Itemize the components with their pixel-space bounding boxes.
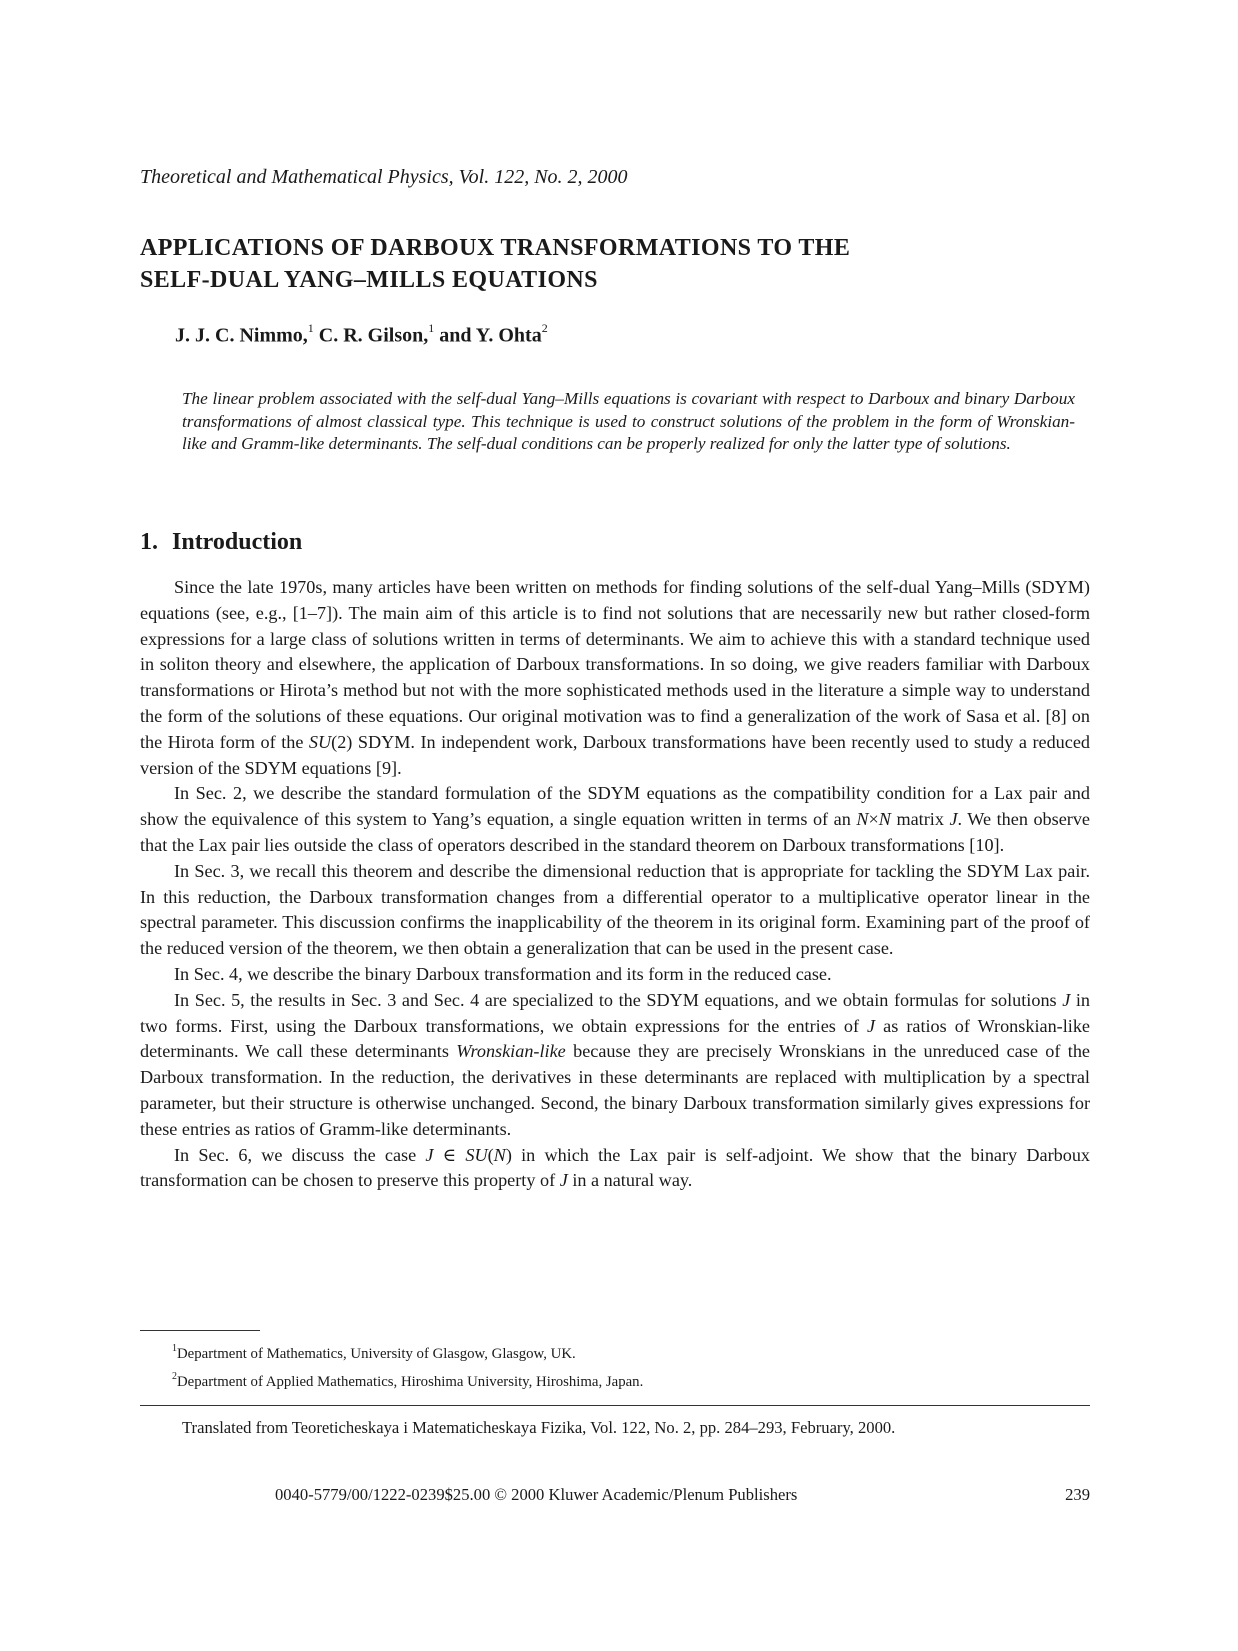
- author-list: [175, 318, 1075, 348]
- paragraph-6: [140, 1143, 1090, 1195]
- math-symbol: J: [559, 1170, 568, 1191]
- footnote-text: Department of Mathematics, University of Glasgow, Glasgow, UK.: [177, 1345, 576, 1362]
- math-symbol: N: [856, 809, 869, 830]
- text-run: ) in which the Lax pair is self-adjoint. We show that the binary Darboux transformation can be chosen to preserve this property of: [140, 1144, 1091, 1191]
- text-run: in a natural way.: [567, 1170, 693, 1191]
- text-run: Since the late 1970s, many articles have been written on methods for finding solutions of the self-dual Yang–Mills (SDYM) equations (see, e.g., [1–7]). The main aim of this article is to find not solutions that are necessarily new but rather closed-form expressions for a large class of solutions written in terms of determinants. We aim to achieve this with a standard technique used in soliton theory and elsewhere, the application of Darboux transformations. In so doing, we give readers familiar with Darboux transformations or Hirota’s method but not with the more sophisticated methods used in the literature a simple way to understand the form of the solutions of these equations. Our original motivation was to find a generalization of the work of Sasa et al. [8] on the Hirota form of the: [140, 577, 1090, 752]
- paragraph-2: [140, 781, 1090, 858]
- footnote-1: [172, 1338, 1072, 1366]
- math-symbol: J: [867, 1015, 876, 1036]
- paragraph-4: In Sec. 4, we describe the binary Darboux transformation and its form in the reduced case.: [174, 963, 832, 984]
- text-run: matrix: [890, 809, 950, 830]
- text-run: In Sec. 2, we describe the standard formulation of the SDYM equations as the compatibility condition for a Lax pair and show the equivalence of this system to Yang’s equation, a single equation written in terms of an: [140, 783, 1090, 830]
- math-symbol: J: [1062, 989, 1071, 1010]
- page-number: 239: [1065, 1485, 1090, 1504]
- text-run: In Sec. 6, we discuss the case: [174, 1144, 426, 1165]
- author-conjunction: and: [439, 324, 472, 347]
- translation-note: Translated from Teoreticheskaya i Matematicheskaya Fizika, Vol. 122, No. 2, pp. 284–293, February, 2000.: [182, 1418, 896, 1437]
- section-number: 1.: [140, 529, 158, 555]
- abstract: The linear problem associated with the self-dual Yang–Mills equations is covariant with respect to Darboux and binary Darboux transformations of almost classical type. This technique is used to construct solutions of the problem in the form of Wronskian-like and Gramm-like determinants. The self-dual conditions can be properly realized for only the latter type of solutions.: [182, 389, 1075, 454]
- affiliation-mark: 1: [307, 321, 314, 335]
- paragraph-5: [140, 988, 1090, 1143]
- emphasized-term: Wronskian-like: [456, 1041, 566, 1062]
- math-symbol: SU: [308, 731, 332, 752]
- math-symbol: ∈: [433, 1144, 466, 1165]
- author-gilson: C. R. Gilson,: [318, 324, 429, 347]
- author-nimmo: J. J. C. Nimmo,: [175, 324, 308, 347]
- math-symbol: J: [425, 1144, 434, 1165]
- math-symbol: ×: [868, 809, 879, 830]
- body-text: [140, 575, 1090, 1194]
- paper-title: [140, 232, 1090, 296]
- footnote-mark: 2: [172, 1370, 177, 1382]
- text-run: In Sec. 5, the results in Sec. 3 and Sec. 4 are specialized to the SDYM equations, and we obtain formulas for solutions: [174, 989, 1063, 1010]
- footnotes: [172, 1338, 1072, 1394]
- affiliation-mark: 1: [428, 321, 435, 335]
- text-run: (2) SDYM. In independent work, Darboux transformations have been recently used to study a reduced version of the SDYM equations [9].: [140, 731, 1090, 778]
- copyright-line: 0040-5779/00/1222-0239$25.00 © 2000 Kluwer Academic/Plenum Publishers: [275, 1485, 798, 1504]
- math-symbol: N: [493, 1144, 506, 1165]
- text-run: because they are precisely Wronskians in the unreduced case of the Darboux transformation. In the reduction, the derivatives in these determinants are replaced with multiplication by a spectral parameter, but their structure is otherwise unchanged. Second, the binary Darboux transformation similarly gives expressions for these entries as ratios of Gramm-like determinants.: [140, 1041, 1090, 1139]
- author-ohta: Y. Ohta: [475, 324, 542, 347]
- paragraph-1: [140, 575, 1090, 781]
- text-run: as ratios of Wronskian-like determinants. We call these determinants: [140, 1015, 1090, 1062]
- footnote-2: [172, 1366, 1072, 1394]
- text-run: (: [487, 1144, 494, 1165]
- journal-citation: Theoretical and Mathematical Physics, Vol. 122, No. 2, 2000: [140, 166, 628, 188]
- footnote-mark: 1: [172, 1343, 177, 1354]
- section-title: Introduction: [172, 529, 303, 555]
- text-run: . We then observe that the Lax pair lies outside the class of operators described in the standard theorem on Darboux transformations [10].: [140, 809, 1091, 855]
- affiliation-mark: 2: [541, 321, 548, 335]
- section-heading: [140, 527, 740, 557]
- paragraph-3: In Sec. 3, we recall this theorem and describe the dimensional reduction that is appropriate for tackling the SDYM Lax pair. In this reduction, the Darboux transformation changes from a differential operator to a multiplicative operator linear in the spectral parameter. This discussion confirms the inapplicability of the theorem in its original form. Examining part of the proof of the reduced version of the theorem, we then obtain a generalization that can be used in the present case.: [140, 860, 1090, 959]
- title-line-1: APPLICATIONS OF DARBOUX TRANSFORMATIONS TO THE: [140, 235, 851, 261]
- math-symbol: J: [949, 809, 958, 830]
- bottom-divider: [140, 1405, 1090, 1406]
- footnote-divider: [140, 1330, 260, 1331]
- math-symbol: N: [878, 809, 891, 830]
- title-line-2: SELF-DUAL YANG–MILLS EQUATIONS: [140, 267, 598, 293]
- text-run: in two forms. First, using the Darboux transformations, we obtain expressions for the entries of: [140, 989, 1090, 1036]
- footnote-text: Department of Applied Mathematics, Hiroshima University, Hiroshima, Japan.: [177, 1373, 644, 1390]
- math-symbol: SU: [465, 1144, 488, 1165]
